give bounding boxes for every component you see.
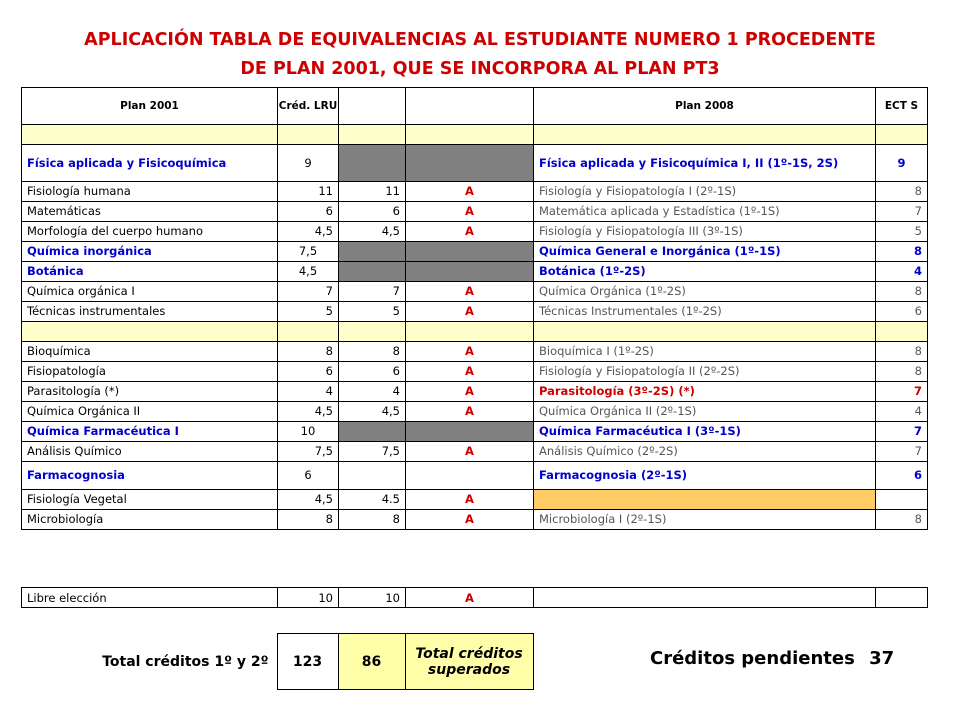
mark: A [406,282,534,302]
converted-credits: 7 [339,282,406,302]
ects: 8 [876,242,928,262]
ects: 4 [876,262,928,282]
table-row [22,510,928,530]
mark [406,242,534,262]
subject-plan-2001: Fisiopatología [22,362,278,382]
subject-plan-2001: Análisis Químico [22,442,278,462]
ects: 7 [876,442,928,462]
converted-credits [339,242,406,262]
credits-lru: 4,5 [278,262,339,282]
pending-credits [650,648,894,669]
converted-credits: 4 [339,382,406,402]
mark: A [406,182,534,202]
subject-plan-2001: Técnicas instrumentales [22,302,278,322]
passed-credits-value: 86 [338,634,405,690]
header-cred-lru: Créd. LRU [278,88,339,125]
subject-plan-2008: Análisis Químico (2º-2S) [534,442,876,462]
converted-credits: 5 [339,302,406,322]
passed-credits-label: Total créditos superados [405,634,533,690]
credits-lru: 8 [278,342,339,362]
subject-plan-2008: Fisiología y Fisiopatología II (2º-2S) [534,362,876,382]
table-row [22,242,928,262]
converted-credits: 8 [339,342,406,362]
table-row [22,222,928,242]
subject-plan-2008: Farmacognosia (2º-1S) [534,462,876,490]
subject-plan-2001: Fisiología Vegetal [22,490,278,510]
ects: 7 [876,422,928,442]
header-blank-1 [339,88,406,125]
equivalence-table [21,87,928,530]
title-line-1: APLICACIÓN TABLA DE EQUIVALENCIAS AL ESTUDIANTE NUMERO 1 PROCEDENTE [84,30,876,50]
table-row [22,422,928,442]
table-row [22,182,928,202]
converted-credits: 7,5 [339,442,406,462]
subject-plan-2001: Fisiología humana [22,182,278,202]
ects [876,490,928,510]
mark: A [406,342,534,362]
converted-credits: 11 [339,182,406,202]
table-header-row [22,88,928,125]
subject-plan-2001: Química Farmacéutica I [22,422,278,442]
converted-credits [339,462,406,490]
libre-credits-lru: 10 [278,588,339,608]
converted-credits [339,262,406,282]
credits-lru: 11 [278,182,339,202]
table-row [22,588,928,608]
subject-plan-2008: Química General e Inorgánica (1º-1S) [534,242,876,262]
mark [406,262,534,282]
mark: A [406,402,534,422]
converted-credits [339,145,406,182]
table-row [22,382,928,402]
mark: A [406,302,534,322]
subject-plan-2001: Matemáticas [22,202,278,222]
table-row [22,302,928,322]
credits-lru: 5 [278,302,339,322]
mark [406,145,534,182]
libre-mark: A [406,588,534,608]
mark: A [406,202,534,222]
credits-lru: 6 [278,362,339,382]
subject-plan-2008: Microbiología I (2º-1S) [534,510,876,530]
pending-credits-value: 37 [869,648,895,669]
credits-lru: 4 [278,382,339,402]
header-ects: ECT S [876,88,928,125]
subject-plan-2008: Matemática aplicada y Estadística (1º-1S) [534,202,876,222]
libre-eleccion-label: Libre elección [22,588,278,608]
subject-plan-2008: Técnicas Instrumentales (1º-2S) [534,302,876,322]
total-credits-value: 123 [277,634,338,690]
credits-lru: 7,5 [278,442,339,462]
subject-plan-2001: Química inorgánica [22,242,278,262]
converted-credits: 4,5 [339,402,406,422]
subject-plan-2008: Bioquímica I (1º-2S) [534,342,876,362]
credits-lru: 7,5 [278,242,339,262]
mark: A [406,442,534,462]
subject-plan-2008 [534,490,876,510]
header-blank-2 [406,88,534,125]
converted-credits: 6 [339,362,406,382]
subject-plan-2008: Botánica (1º-2S) [534,262,876,282]
ects: 5 [876,222,928,242]
table-row [22,490,928,510]
table-row [22,202,928,222]
libre-eleccion-table [21,587,928,608]
pending-credits-label: Créditos pendientes [650,648,855,669]
table-row [22,282,928,302]
converted-credits: 6 [339,202,406,222]
ects: 4 [876,402,928,422]
subject-plan-2008: Química Orgánica (1º-2S) [534,282,876,302]
table-row [22,145,928,182]
libre-blank-1 [534,588,876,608]
mark: A [406,362,534,382]
subject-plan-2001: Parasitología (*) [22,382,278,402]
totals-table [21,633,534,690]
subject-plan-2008: Fisiología y Fisiopatología III (3º-1S) [534,222,876,242]
mark: A [406,510,534,530]
subject-plan-2001: Farmacognosia [22,462,278,490]
subject-plan-2008: Parasitología (3º-2S) (*) [534,382,876,402]
table-row [22,462,928,490]
header-plan-2008: Plan 2008 [534,88,876,125]
subject-plan-2008: Fisiología y Fisiopatología I (2º-1S) [534,182,876,202]
ects: 6 [876,462,928,490]
ects: 8 [876,282,928,302]
subject-plan-2001: Microbiología [22,510,278,530]
table-row [22,402,928,422]
credits-lru: 4,5 [278,402,339,422]
total-credits-label: Total créditos 1º y 2º [21,634,277,690]
table-row [22,342,928,362]
subject-plan-2008: Química Farmacéutica I (3º-1S) [534,422,876,442]
subject-plan-2001: Física aplicada y Fisicoquímica [22,145,278,182]
credits-lru: 6 [278,462,339,490]
ects: 6 [876,302,928,322]
mark: A [406,382,534,402]
ects: 8 [876,342,928,362]
subject-plan-2001: Química orgánica I [22,282,278,302]
mark [406,422,534,442]
credits-lru: 4,5 [278,490,339,510]
ects: 7 [876,382,928,402]
credits-lru: 7 [278,282,339,302]
credits-lru: 6 [278,202,339,222]
mark: A [406,222,534,242]
ects: 8 [876,182,928,202]
title-line-2: DE PLAN 2001, QUE SE INCORPORA AL PLAN PT3 [240,59,720,79]
table-row [22,262,928,282]
subject-plan-2008: Química Orgánica II (2º-1S) [534,402,876,422]
converted-credits [339,422,406,442]
credits-lru: 8 [278,510,339,530]
header-plan-2001: Plan 2001 [22,88,278,125]
ects: 8 [876,510,928,530]
spacer-row [22,125,928,145]
table-row [22,442,928,462]
spacer-row [22,322,928,342]
ects: 7 [876,202,928,222]
credits-lru: 10 [278,422,339,442]
page-title [0,26,960,84]
subject-plan-2001: Morfología del cuerpo humano [22,222,278,242]
subject-plan-2001: Botánica [22,262,278,282]
subject-plan-2001: Bioquímica [22,342,278,362]
mark: A [406,490,534,510]
mark [406,462,534,490]
libre-blank-2 [876,588,928,608]
converted-credits: 4,5 [339,222,406,242]
converted-credits: 8 [339,510,406,530]
ects: 8 [876,362,928,382]
credits-lru: 9 [278,145,339,182]
table-row [22,362,928,382]
converted-credits: 4.5 [339,490,406,510]
ects: 9 [876,145,928,182]
credits-lru: 4,5 [278,222,339,242]
libre-converted-credits: 10 [339,588,406,608]
subject-plan-2008: Física aplicada y Fisicoquímica I, II (1º-1S, 2S) [534,145,876,182]
subject-plan-2001: Química Orgánica II [22,402,278,422]
